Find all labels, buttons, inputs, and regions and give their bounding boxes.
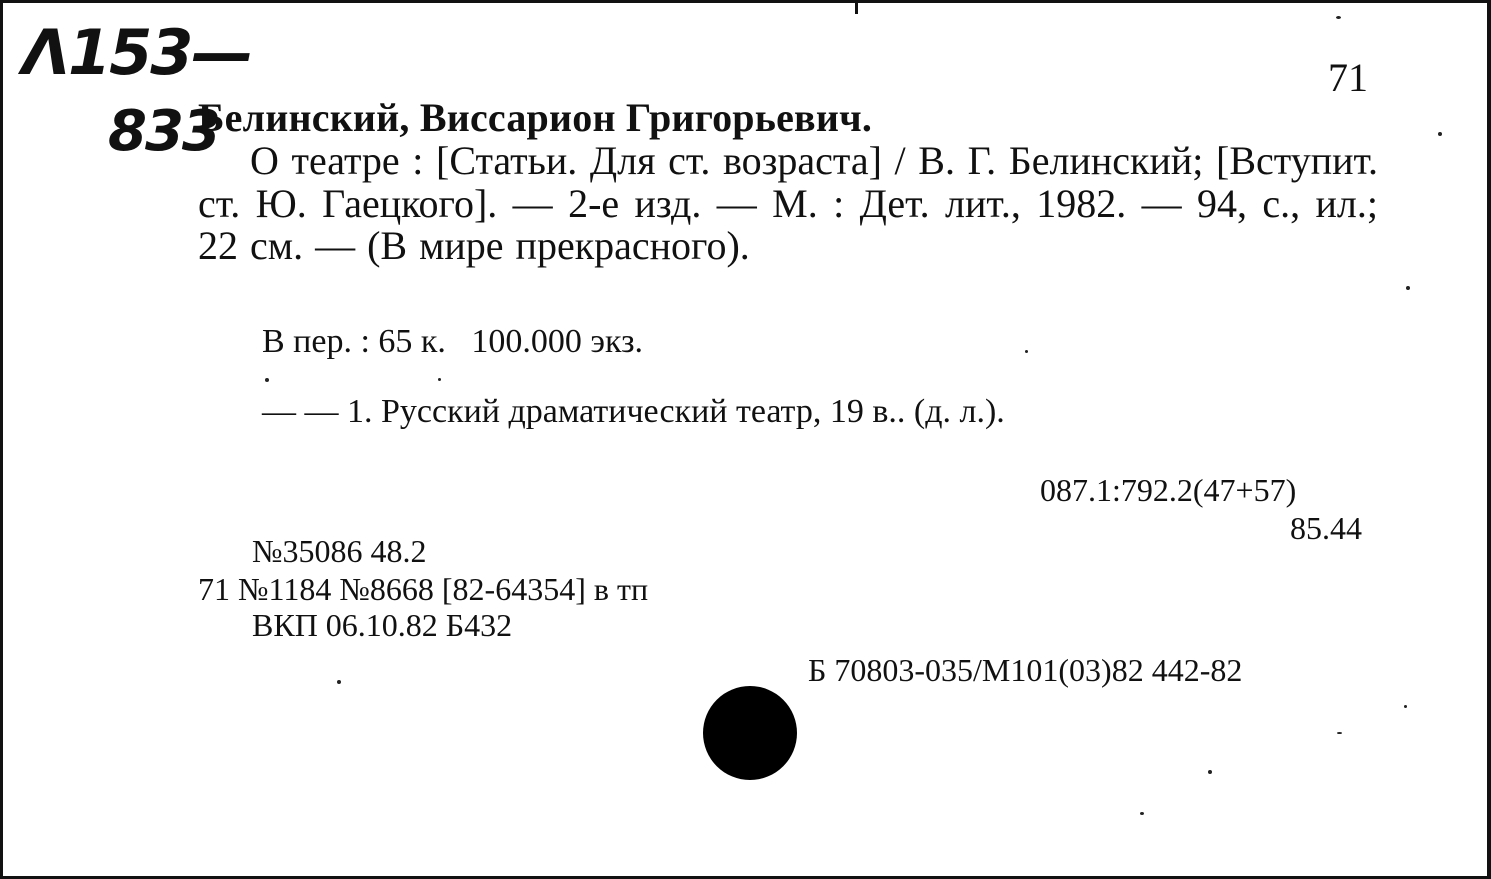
bibliographic-description <box>198 140 1378 268</box>
author-heading: Белинский, Виссарион Григорьевич. <box>198 95 873 140</box>
udc-index: 087.1:792.2(47+57) <box>1040 472 1297 508</box>
handwritten-shelf-mark: Λ153— <box>22 16 252 89</box>
speck <box>1406 286 1410 290</box>
card-number: 71 <box>1328 55 1368 100</box>
punch-hole <box>703 686 797 780</box>
speck <box>1025 350 1028 353</box>
accession-line: №35086 48.2 <box>252 533 427 569</box>
speck <box>1208 770 1212 774</box>
handwritten-number: 833 <box>108 99 219 164</box>
speck <box>438 378 441 381</box>
speck <box>265 378 269 382</box>
accession-line: 71 №1184 №8668 [82-64354] в тп <box>198 571 649 607</box>
card-left-edge <box>0 0 3 879</box>
card-top-tick <box>855 0 858 14</box>
speck <box>1438 132 1442 136</box>
speck <box>1336 16 1341 19</box>
price-and-print-run: В пер. : 65 к. 100.000 экз. <box>262 323 644 360</box>
card-top-edge <box>0 0 1491 3</box>
publisher-code: Б 70803-035/М101(03)82 442-82 <box>808 652 1243 688</box>
speck <box>337 680 341 684</box>
speck <box>1404 705 1407 708</box>
speck <box>1140 812 1144 815</box>
subject-heading: — — 1. Русский драматический театр, 19 в.. (д. л.). <box>262 393 1005 430</box>
bbk-index: 85.44 <box>1290 510 1362 546</box>
card-right-edge <box>1487 0 1491 879</box>
description-text: О театре : [Статьи. Для ст. возраста] / В. Г. Белинский; [Вступит. ст. Ю. Гаецкого]. — 2-е изд. — М. : Дет. лит., 1982. — 94, с., ил.; 22 см. — (В мире прекрасного). <box>198 138 1378 268</box>
accession-line: ВКП 06.10.82 Б432 <box>252 607 513 643</box>
speck <box>1337 732 1342 734</box>
